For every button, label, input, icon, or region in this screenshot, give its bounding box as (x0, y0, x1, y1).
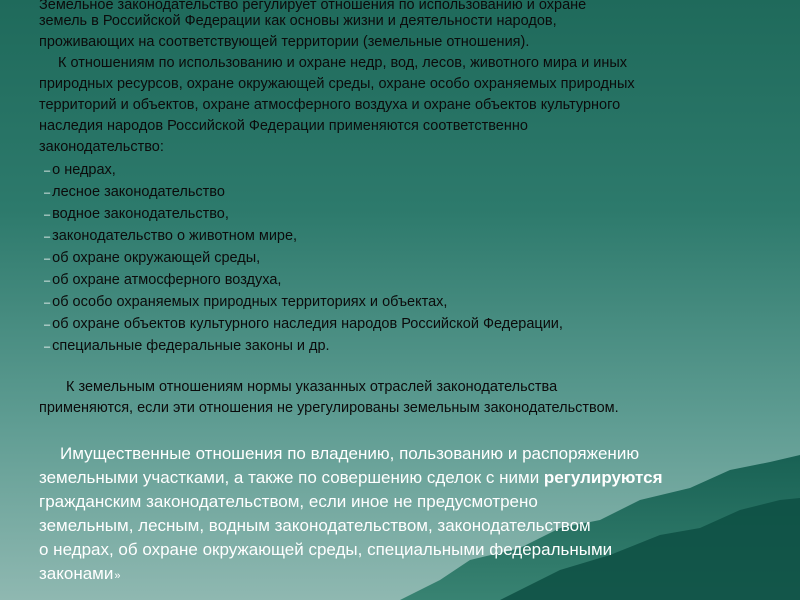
list-item-6 (44, 271, 281, 290)
para4-line-2-bold: регулируются (543, 468, 663, 487)
list-item-text: об охране объектов культурного наследия народов Российской Федерации, (52, 316, 563, 332)
para2-line-1: К отношениям по использованию и охране недр, вод, лесов, животного мира и иных (58, 55, 628, 71)
list-item-text: водное законодательство, (52, 206, 229, 222)
list-item-text: специальные федеральные законы и др. (52, 338, 330, 354)
para4-line-2-regular: земельными участками, а также по совершению сделок с ними (39, 468, 544, 487)
para3-line-1: К земельным отношениям нормы указанных отраслей законодательства (66, 379, 558, 395)
list-dash: – (44, 253, 51, 265)
list-item-3 (44, 205, 229, 224)
list-item-7 (44, 293, 447, 312)
list-dash: – (44, 319, 51, 331)
list-item-text: законодательство о животном мире, (52, 228, 298, 244)
list-dash: – (44, 187, 51, 199)
list-item-text: об охране окружающей среды, (52, 250, 261, 266)
list-item-8 (44, 315, 563, 334)
list-item-5 (44, 249, 260, 268)
para2-line-5: законодательство: (39, 139, 164, 155)
para4-line-5: о недрах, об охране окружающей среды, специальными федеральными (39, 540, 613, 559)
para2-line-2: природных ресурсов, охране окружающей среды, охране особо охраняемых природных (39, 76, 635, 92)
list-dash: – (44, 231, 51, 243)
list-item-text: лесное законодательство (52, 184, 225, 200)
para3-line-2: применяются, если эти отношения не урегулированы земельным законодательством. (39, 400, 619, 416)
para2-line-3: территорий и объектов, охране атмосферного воздуха и охране объектов культурного (39, 97, 621, 113)
list-item-1 (44, 161, 116, 180)
list-dash: – (44, 297, 51, 309)
list-item-4 (44, 227, 297, 246)
para1-line-2: земель в Российской Федерации как основы жизни и деятельности народов, (39, 13, 557, 29)
para4-end-mark: » (114, 570, 121, 582)
list-dash: – (44, 341, 51, 353)
para4-line-3: гражданским законодательством, если иное не предусмотрено (39, 492, 538, 511)
para4-line-6-text: законами (39, 564, 114, 583)
para2-line-4: наследия народов Российской Федерации применяются соответственно (39, 118, 528, 134)
para1-line-1: Земельное законодательство регулирует отношения по использованию и охране (39, 0, 587, 13)
list-item-2 (44, 183, 225, 202)
list-item-text: о недрах, (52, 162, 116, 178)
list-dash: – (44, 165, 51, 177)
para1-line-3: проживающих на соответствующей территории (земельные отношения). (39, 34, 530, 50)
para4-line-1: Имущественные отношения по владению, пользованию и распоряжению (60, 444, 640, 463)
list-dash: – (44, 209, 51, 221)
list-dash: – (44, 275, 51, 287)
list-item-text: об охране атмосферного воздуха, (52, 272, 282, 288)
list-item-9 (44, 337, 330, 356)
list-item-text: об особо охраняемых природных территориях и объектах, (52, 294, 448, 310)
para4-line-2 (39, 466, 663, 490)
para4-line-6 (39, 562, 120, 588)
para4-line-4: земельным, лесным, водным законодательством, законодательством (39, 516, 591, 535)
